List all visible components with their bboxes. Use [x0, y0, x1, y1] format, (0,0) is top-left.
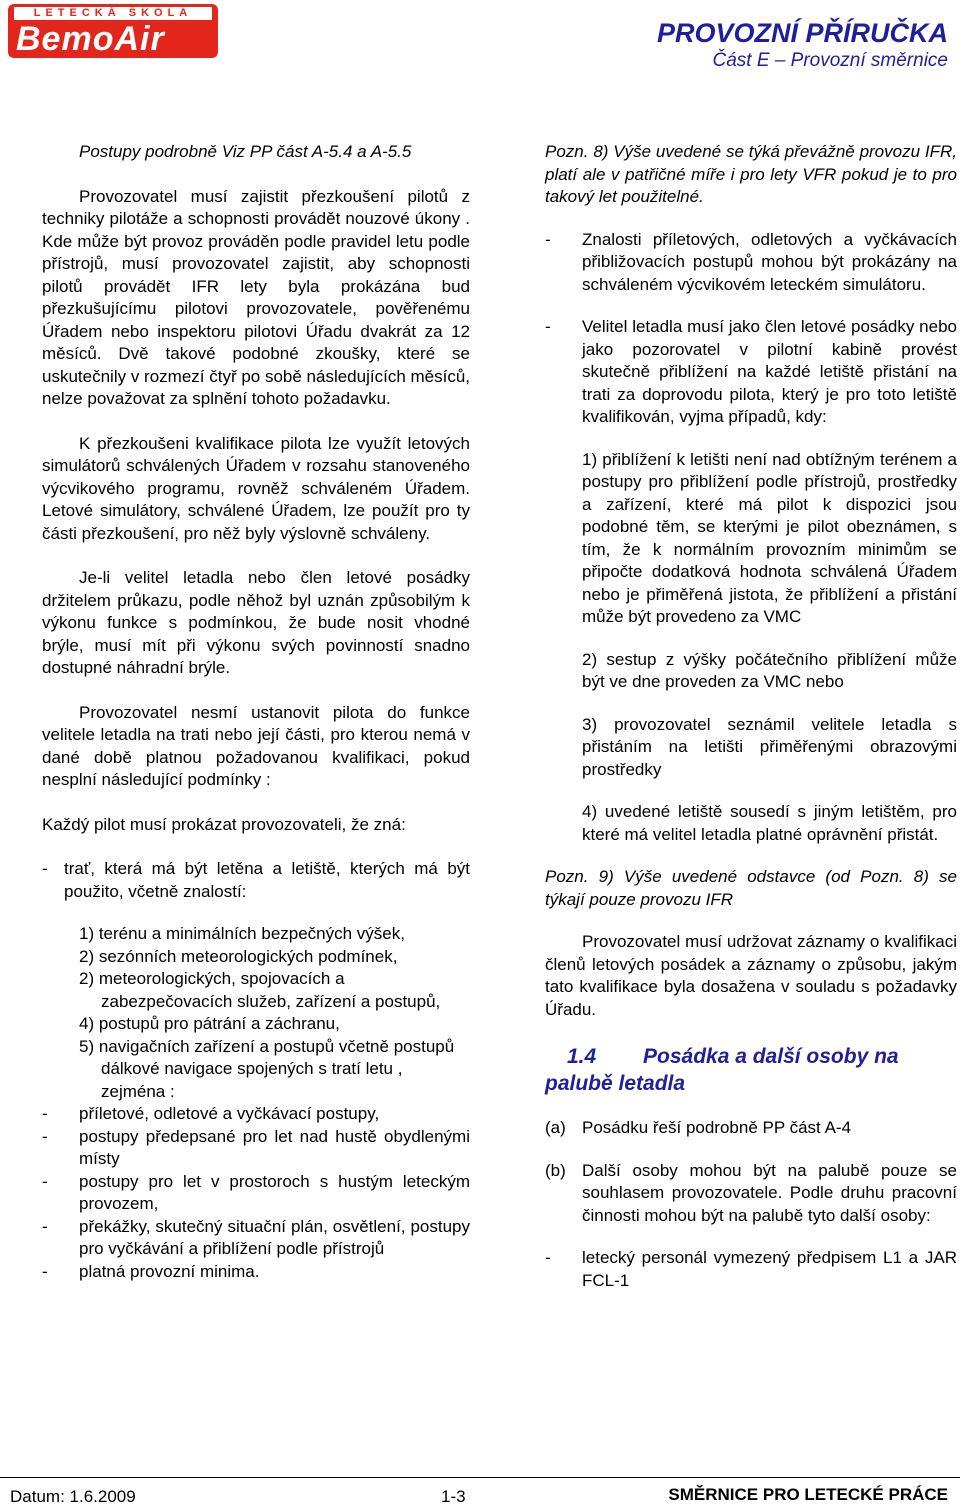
document-subtitle: Část E – Provozní směrnice	[712, 50, 948, 71]
note-8: Pozn. 8) Výše uvedené se týká převážně provozu IFR, platí ale v patřičné míře i pro lety VFR pokud je to pro takový let použitelné.	[545, 142, 957, 206]
exception-3: 3) provozovatel seznámil velitele letadla s přistáním na letišti přiměřenými obrazovými prostředky	[582, 714, 957, 779]
other-persons: Další osoby mohou být na palubě pouze se souhlasem provozovatele. Podle druhu pracovní činnosti mohou být na palubě tyto další osoby:	[582, 1160, 957, 1225]
commander-rule: Velitel letadla musí jako člen letové posádky nebo jako pozorovatel v pilotní kabině provést skutečně přiblížení na každé letiště přistání na trati za doprovodu pilota, který je pro toto letiště kvalifikován, vyjma případů, kdy:	[582, 317, 957, 426]
list-item: - platná provozní minima.	[42, 1261, 260, 1281]
procedures-reference: Postupy podrobně Viz PP část A-5.4 a A-5.5	[79, 142, 412, 161]
list-item	[42, 858, 470, 903]
document-title: PROVOZNÍ PŘÍRUČKA	[656, 18, 948, 48]
list-item: - příletové, odletové a vyčkávací postupy,	[42, 1104, 380, 1123]
logo-school-label: LETECKÁ ŠKOLA	[14, 7, 212, 20]
list-item: 4) postupů pro pátrání a záchranu,	[79, 1014, 340, 1033]
list-item	[545, 1160, 957, 1228]
list-item: 5) navigačních zařízení a postupů včetně postupů dálkové navigace spojených s tratí letu , zejména :	[79, 1036, 455, 1101]
note-9: Pozn. 9) Výše uvedené odstavce (od Pozn. 8) se týkají pouze provozu IFR	[545, 867, 957, 909]
list-item: - Znalosti příletových, odletových a vyčkávacích přibližovacích postupů mohou být prokázány na schváleném výcvikovém leteckém simulátoru.	[545, 229, 957, 294]
dash-marker: -	[42, 859, 48, 878]
list-item: 2) meteorologických, spojovacích a zabezpečovacích služeb, zařízení a postupů,	[79, 969, 441, 1011]
list-item: - Velitel letadla musí jako člen letové posádky nebo jako pozorovatel v pilotní kabině provést skutečně přiblížení na každé letiště přistání na trati za doprovodu pilota, který je pro toto letiště kvalifikován, vyjma případů, kdy:	[545, 317, 957, 426]
list-item: - postupy pro let v prostoroch s hustým leteckým provozem,	[42, 1171, 470, 1213]
paragraph-pilot-knowledge: Každý pilot musí prokázat provozovateli, že zná:	[42, 814, 406, 834]
route-knowledge-item: trať, která má být letěna a letiště, kterých má být použito, včetně znalostí:	[64, 859, 470, 901]
page-number: 1-3	[441, 1487, 466, 1506]
list-item: - překážky, skutečný situační plán, osvětlení, postupy pro vyčkávání a přiblížení podle přístrojů	[42, 1216, 470, 1258]
paragraph-route-qualification: Provozovatel nesmí ustanovit pilota do funkce velitele letadla na trati nebo její části, pro kterou nemá v dané době platnou požadovanou kvalifikaci, pokud nesplní následující podmínky :	[42, 702, 470, 789]
crew-reference: Posádku řeší podrobně PP část A-4	[582, 1118, 852, 1137]
footer-divider	[0, 1477, 960, 1478]
knowledge-list	[42, 923, 470, 1103]
list-item: - postupy předepsané pro let nad hustě obydlenými místy	[42, 1126, 470, 1168]
footer-section-name: SMĚRNICE PRO LETECKÉ PRÁCE	[668, 1485, 948, 1504]
left-column	[42, 141, 470, 1283]
paragraph-spectacles: Je-li velitel letadla nebo člen letové posádky držitelem průkazu, podle něhož byl uznán způsobilým k výkonu funkce s podmínkou, že bude nosit vhodné brýle, musí mít při výkonu svých povinností snadno dostupné náhradní brýle.	[42, 568, 470, 677]
list-item: - letecký personál vymezený předpisem L1 a JAR FCL-1	[545, 1248, 957, 1290]
item-label: (a)	[545, 1118, 566, 1137]
footer-date: Datum: 1.6.2009	[10, 1487, 136, 1506]
logo-brand-name: BemoAir	[16, 20, 165, 58]
approach-knowledge: Znalosti příletových, odletových a vyčkávacích přibližovacích postupů mohou být prokázány na schváleném výcvikovém leteckém simulátoru.	[582, 229, 957, 294]
document-title-block	[657, 18, 948, 74]
list-item	[545, 1117, 957, 1140]
item-label: (b)	[545, 1160, 566, 1180]
exception-2: 2) sestup z výšky počátečního přiblížení může být ve dne proveden za VMC nebo	[582, 649, 957, 691]
exception-4: 4) uvedené letiště sousedí s jiným letištěm, pro které má velitel letadla platné oprávnění přistát.	[582, 802, 957, 844]
exception-1: 1) přiblížení k letišti není nad obtížným terénem a postupy pro přiblížení podle přístrojů, prostředky a zařízení, které má pilot k dispozici jsou podobné těm, se kterými je pilot obeznámen, s tím, že k normálním provozním minimům se připočte dodatková hodnota schválená Úřadem nebo je přiměřená jistota, že přiblížení a přistání může být provedeno za VMC	[582, 449, 957, 626]
paragraph-simulators: K přezkoušeni kvalifikace pilota lze využít letových simulátorů schválených Úřadem v rozsahu stanoveného výcvikového programu, rovněž schváleném Úřadem. Letové simulátory, schválené Úřadem, lze použít pro ty části přezkoušení, pro něž byly výslovně schváleny.	[42, 433, 470, 543]
section-heading	[545, 1043, 957, 1097]
bemoair-logo	[8, 4, 218, 58]
right-column	[545, 141, 957, 1312]
paragraph-proficiency-check: Provozovatel musí zajistit přezkoušení pilotů z techniky pilotáže a schopnosti provádět nouzové úkony . Kde může být provoz prováděn podle pravidel letu podle přístrojů, musí provozovatel zajistit, aby schopnosti pilotů provádět IFR lety byla prokázána bud přezkušujícímu pilotovi provozovatele, pověřenému Úřadem nebo inspektoru pilotovi Úřadu dvakrát za 12 měsíců. Dvě takové podobné zkoušky, které se uskutečnily v rozmezí čtyř po sobě následujících měsíců, nelze považovat za splnění tohoto požadavku.	[42, 186, 471, 408]
aviation-personnel: letecký personál vymezený předpisem L1 a JAR FCL-1	[582, 1248, 957, 1290]
list-item: 2) sezónních meteorologických podmínek,	[79, 946, 398, 966]
list-item: 1) terénu a minimálních bezpečných výšek,	[79, 924, 405, 943]
section-number: 1.4	[567, 1045, 597, 1068]
paragraph-records: Provozovatel musí udržovat záznamy o kvalifikaci členů letových posádek a záznamy o způsobu, jakým tato kvalifikace byla dosažena v souladu s požadavky Úřadu.	[545, 932, 957, 1019]
section-title: Posádka a další osoby na palubě letadla	[545, 1045, 899, 1095]
route-details-list	[42, 1103, 470, 1283]
